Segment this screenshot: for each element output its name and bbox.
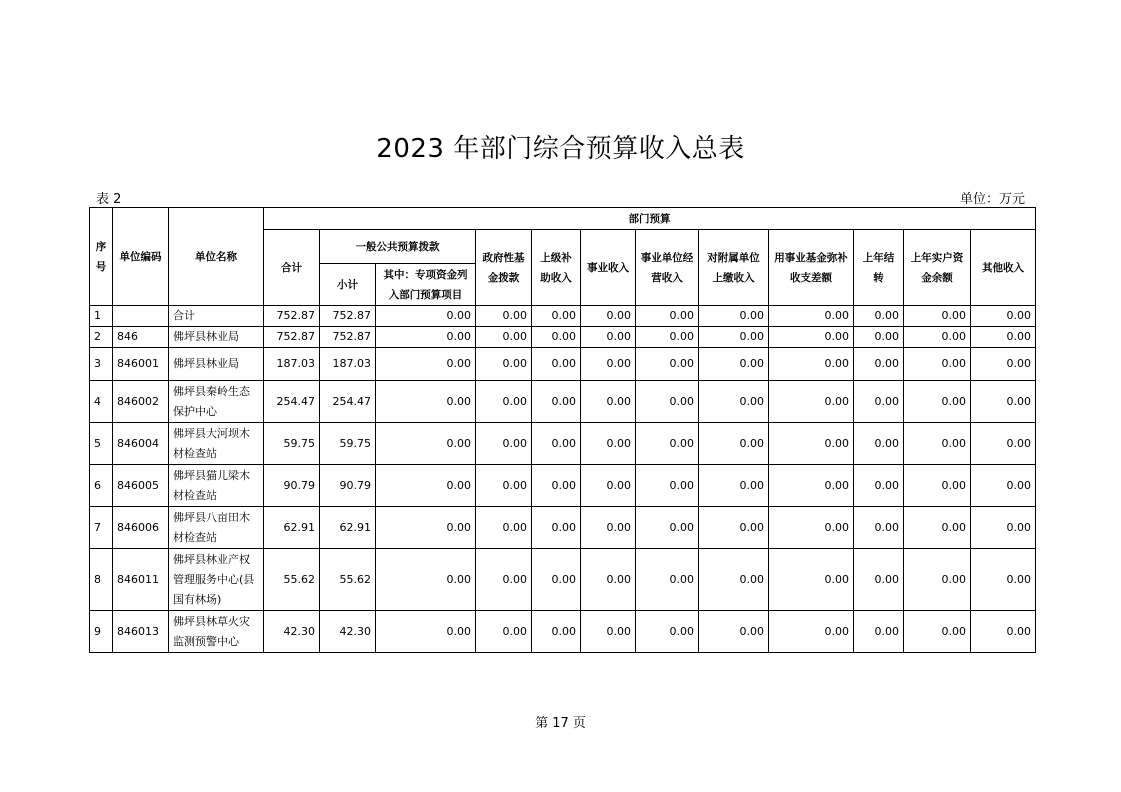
row-seq: 2 [90,327,113,348]
header-total: 合计 [264,230,320,306]
row-value-cell: 0.00 [476,611,532,653]
table-row [90,306,1036,327]
row-value-cell: 0.00 [699,465,769,507]
row-value-cell: 0.00 [699,611,769,653]
row-value-cell: 187.03 [320,348,376,381]
row-value-cell: 0.00 [376,423,476,465]
row-value-cell: 0.00 [376,348,476,381]
row-value-cell: 0.00 [476,465,532,507]
header-general-public: 一般公共预算拨款 [320,230,476,264]
row-value-cell: 0.00 [636,381,699,423]
row-seq: 1 [90,306,113,327]
row-value-cell: 0.00 [854,423,904,465]
row-value-cell: 0.00 [532,465,581,507]
row-value-cell: 62.91 [264,507,320,549]
header-unit-code: 单位编码 [113,208,169,306]
row-value-cell: 0.00 [769,465,854,507]
row-value-cell: 0.00 [854,549,904,611]
row-value-cell: 0.00 [376,465,476,507]
row-value-cell: 0.00 [769,348,854,381]
row-unit-code: 846004 [113,423,169,465]
row-value-cell: 0.00 [854,381,904,423]
row-value-cell: 0.00 [581,465,636,507]
row-value-cell: 0.00 [476,348,532,381]
row-unit-code: 846 [113,327,169,348]
row-value-cell: 0.00 [904,327,971,348]
row-value-cell: 0.00 [581,306,636,327]
row-value-cell: 0.00 [769,327,854,348]
header-other-income: 其他收入 [971,230,1036,306]
table-row [90,327,1036,348]
row-value-cell: 0.00 [532,423,581,465]
row-value-cell: 0.00 [476,507,532,549]
row-value-cell: 0.00 [532,306,581,327]
row-value-cell: 0.00 [581,611,636,653]
row-value-cell: 0.00 [476,423,532,465]
row-seq: 5 [90,423,113,465]
row-value-cell: 0.00 [971,611,1036,653]
row-value-cell: 0.00 [376,507,476,549]
row-value-cell: 0.00 [636,611,699,653]
row-unit-code: 846002 [113,381,169,423]
row-value-cell: 0.00 [769,306,854,327]
row-value-cell: 254.47 [320,381,376,423]
row-seq: 9 [90,611,113,653]
row-value-cell: 0.00 [971,465,1036,507]
row-seq: 3 [90,348,113,381]
row-value-cell: 0.00 [376,306,476,327]
row-value-cell: 0.00 [532,381,581,423]
row-value-cell: 90.79 [320,465,376,507]
table-row [90,465,1036,507]
row-value-cell: 0.00 [476,306,532,327]
row-unit-code: 846013 [113,611,169,653]
header-affiliated: 对附属单位上缴收入 [699,230,769,306]
row-value-cell: 0.00 [532,507,581,549]
row-value-cell: 0.00 [769,549,854,611]
row-value-cell: 0.00 [636,306,699,327]
row-value-cell: 0.00 [854,507,904,549]
row-value-cell: 0.00 [971,306,1036,327]
row-value-cell: 0.00 [376,327,476,348]
header-operating-income: 事业单位经营收入 [636,230,699,306]
row-value-cell: 0.00 [904,306,971,327]
row-unit-name: 佛坪县林草火灾监测预警中心 [169,611,264,653]
row-unit-name: 佛坪县大河坝木材检查站 [169,423,264,465]
header-dept-budget: 部门预算 [264,208,1036,230]
table-row [90,611,1036,653]
row-value-cell: 752.87 [320,327,376,348]
row-value-cell: 0.00 [699,327,769,348]
row-value-cell: 0.00 [581,327,636,348]
row-seq: 7 [90,507,113,549]
row-value-cell: 0.00 [904,611,971,653]
row-unit-code: 846005 [113,465,169,507]
row-unit-name: 佛坪县猫儿梁木材检查站 [169,465,264,507]
row-value-cell: 0.00 [971,549,1036,611]
header-gov-fund: 政府性基金拨款 [476,230,532,306]
row-unit-name: 佛坪县林业产权管理服务中心(县国有林场) [169,549,264,611]
row-value-cell: 0.00 [904,381,971,423]
header-prev-real-funds: 上年实户资金余额 [904,230,971,306]
row-value-cell: 187.03 [264,348,320,381]
row-unit-code: 846006 [113,507,169,549]
row-value-cell: 0.00 [636,348,699,381]
row-unit-name: 佛坪县林业局 [169,348,264,381]
row-value-cell: 0.00 [532,549,581,611]
header-unit-name: 单位名称 [169,208,264,306]
row-value-cell: 59.75 [264,423,320,465]
row-value-cell: 62.91 [320,507,376,549]
row-value-cell: 752.87 [264,327,320,348]
row-value-cell: 0.00 [699,348,769,381]
row-value-cell: 0.00 [532,348,581,381]
row-unit-code: 846011 [113,549,169,611]
budget-income-table [89,207,1036,653]
row-seq: 6 [90,465,113,507]
row-unit-name: 佛坪县林业局 [169,327,264,348]
row-unit-name: 合计 [169,306,264,327]
row-value-cell: 0.00 [476,327,532,348]
row-value-cell: 0.00 [376,549,476,611]
row-value-cell: 55.62 [264,549,320,611]
row-value-cell: 0.00 [636,465,699,507]
row-value-cell: 0.00 [636,423,699,465]
row-value-cell: 0.00 [769,611,854,653]
header-special-funds: 其中：专项资金列入部门预算项目 [376,264,476,306]
row-value-cell: 0.00 [971,327,1036,348]
header-carryover: 上年结转 [854,230,904,306]
row-value-cell: 752.87 [320,306,376,327]
row-value-cell: 0.00 [904,549,971,611]
row-value-cell: 0.00 [854,465,904,507]
row-value-cell: 0.00 [376,381,476,423]
row-value-cell: 254.47 [264,381,320,423]
row-value-cell: 55.62 [320,549,376,611]
table-row [90,549,1036,611]
row-value-cell: 0.00 [904,507,971,549]
table-row [90,423,1036,465]
header-seq: 序号 [90,208,113,306]
row-value-cell: 752.87 [264,306,320,327]
table-row [90,348,1036,381]
row-value-cell: 0.00 [904,465,971,507]
row-value-cell: 0.00 [636,327,699,348]
row-value-cell: 0.00 [699,507,769,549]
row-value-cell: 0.00 [769,507,854,549]
page-number: 第 17 页 [535,716,586,731]
row-value-cell: 0.00 [854,306,904,327]
row-value-cell: 42.30 [320,611,376,653]
row-value-cell: 0.00 [904,348,971,381]
header-fund-balance: 用事业基金弥补收支差额 [769,230,854,306]
table-number: 表 2 [96,192,122,207]
row-value-cell: 0.00 [699,423,769,465]
row-unit-code [113,306,169,327]
row-value-cell: 0.00 [581,423,636,465]
row-value-cell: 0.00 [971,381,1036,423]
row-value-cell: 0.00 [636,507,699,549]
row-value-cell: 90.79 [264,465,320,507]
row-value-cell: 0.00 [581,507,636,549]
row-value-cell: 0.00 [699,549,769,611]
row-value-cell: 0.00 [854,327,904,348]
row-value-cell: 0.00 [769,423,854,465]
row-value-cell: 0.00 [904,423,971,465]
row-value-cell: 59.75 [320,423,376,465]
table-row [90,507,1036,549]
row-value-cell: 42.30 [264,611,320,653]
header-business-income: 事业收入 [581,230,636,306]
row-value-cell: 0.00 [476,381,532,423]
row-value-cell: 0.00 [699,381,769,423]
row-value-cell: 0.00 [532,327,581,348]
row-unit-code: 846001 [113,348,169,381]
unit-label: 单位：万元 [959,192,1025,207]
row-value-cell: 0.00 [532,611,581,653]
row-value-cell: 0.00 [971,507,1036,549]
row-value-cell: 0.00 [581,549,636,611]
row-unit-name: 佛坪县秦岭生态保护中心 [169,381,264,423]
row-value-cell: 0.00 [636,549,699,611]
row-unit-name: 佛坪县八亩田木材检查站 [169,507,264,549]
row-value-cell: 0.00 [376,611,476,653]
row-value-cell: 0.00 [476,549,532,611]
row-value-cell: 0.00 [699,306,769,327]
header-superior-subsidy: 上级补助收入 [532,230,581,306]
row-seq: 8 [90,549,113,611]
table-row [90,381,1036,423]
row-value-cell: 0.00 [854,348,904,381]
row-value-cell: 0.00 [581,348,636,381]
row-value-cell: 0.00 [581,381,636,423]
page-title: 2023 年部门综合预算收入总表 [376,134,745,164]
header-subtotal: 小计 [320,264,376,306]
row-value-cell: 0.00 [854,611,904,653]
row-value-cell: 0.00 [971,348,1036,381]
row-value-cell: 0.00 [971,423,1036,465]
row-seq: 4 [90,381,113,423]
row-value-cell: 0.00 [769,381,854,423]
